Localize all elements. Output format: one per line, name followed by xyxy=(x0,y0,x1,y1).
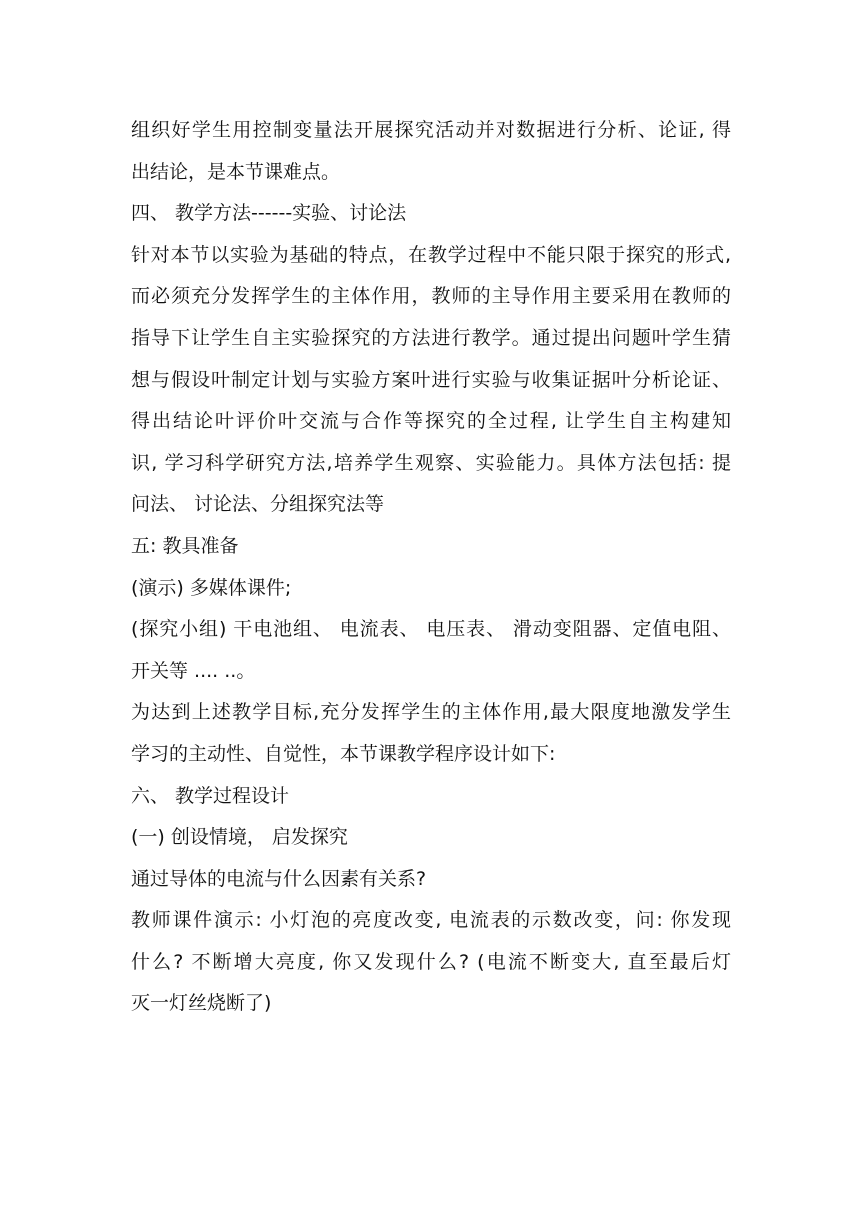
text-line: 针对本节以实验为基础的特点，在教学过程中不能只限于探究的形式, xyxy=(131,243,731,266)
text-line: 而必须充分发挥学生的主体作用，教师的主导作用主要采用在教师的 xyxy=(131,285,731,308)
text-line: 什么? 不断增大亮度, 你又发现什么? (电流不断变大, 直至最后灯 xyxy=(131,950,731,973)
text-line: 为达到上述教学目标,充分发挥学生的主体作用,最大限度地激发学生 xyxy=(131,701,731,724)
section-heading: 五: 教具准备 xyxy=(131,534,239,557)
text-line: 学习的主动性、自觉性，本节课教学程序设计如下: xyxy=(131,742,556,765)
section-heading: 六、 教学过程设计 xyxy=(131,784,290,807)
text-line: (演示) 多媒体课件; xyxy=(131,576,292,599)
text-line: 指导下让学生自主实验探究的方法进行教学。通过提出问题叶学生猜 xyxy=(131,326,731,349)
text-line: 教师课件演示: 小灯泡的亮度改变, 电流表的示数改变，问: 你发现 xyxy=(131,909,731,932)
text-line: 组织好学生用控制变量法开展探究活动并对数据进行分析、论证, 得 xyxy=(131,119,731,141)
text-line: 识, 学习科学研究方法,培养学生观察、实验能力。具体方法包括: 提 xyxy=(131,451,731,474)
text-line: 开关等 .... ..。 xyxy=(131,659,256,682)
text-line: 问法、 讨论法、分组探究法等 xyxy=(131,493,385,516)
document-body xyxy=(131,110,731,1025)
text-line: (探究小组) 干电池组、 电流表、 电压表、 滑动变阻器、定值电阻、 xyxy=(131,618,731,641)
text-line: 想与假设叶制定计划与实验方案叶进行实验与收集证据叶分析论证、 xyxy=(131,368,731,391)
text-line: 灭一灯丝烧断了) xyxy=(131,992,272,1015)
text-line: 通过导体的电流与什么因素有关系? xyxy=(131,867,427,890)
text-line: 出结论，是本节课难点。 xyxy=(131,160,341,183)
section-heading: 四、 教学方法------实验、讨论法 xyxy=(131,202,407,225)
text-line: 得出结论叶评价叶交流与合作等探究的全过程, 让学生自主构建知 xyxy=(131,410,731,433)
subsection-heading: (一) 创设情境， 启发探究 xyxy=(131,826,348,849)
